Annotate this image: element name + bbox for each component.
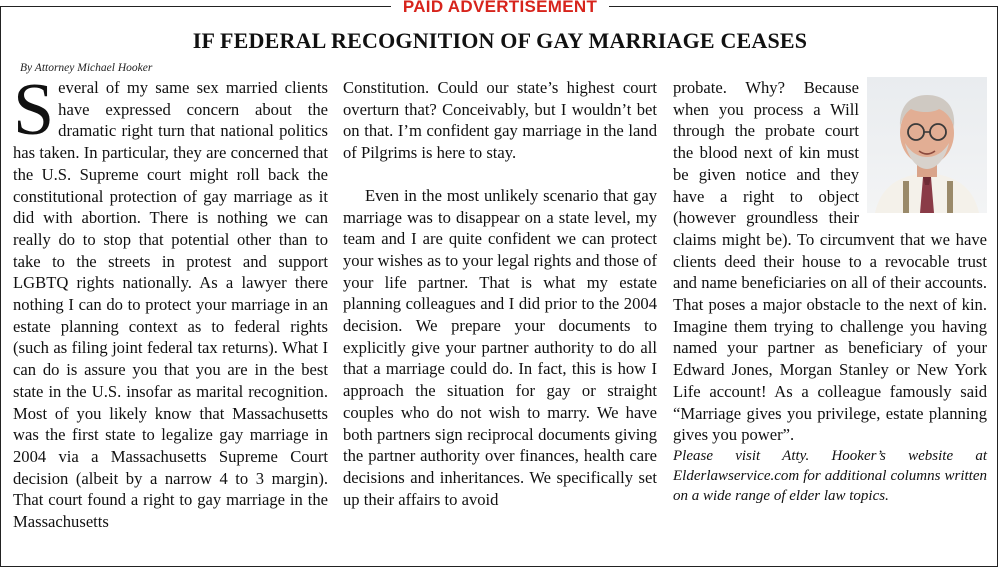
column-1-paragraph [13,69,328,533]
paragraph-gap [343,164,657,185]
column-1 [13,69,328,533]
column-1-text: everal of my same sex married clients have expressed concern about the dramatic right turn that national politics has taken. In particular, they are concerned that the U.S. Supreme court might roll back the constitutional protection of gay marriage as it did with abortion. There is nothing we can really do to stop that potential other than to take to the streets in protest and support LGBTQ rights nationally. As a lawyer there nothing I can do to protect your marriage in an estate planning context as to federal rights (such as filing joint federal tax returns). What I can do is assure you that you are in the best state in the U.S. insofar as marital recognition. Most of you likely know that Massachusetts was the first state to legalize gay marriage in 2004 via a Massachusetts Supreme Court decision (albeit by a narrow 4 to 3 margin). That court found a right to gay marriage in the Massachusetts [13,78,328,532]
byline: By Attorney Michael Hooker [20,62,153,74]
column-2-paragraph-1: Constitution. Could our state’s highest court overturn that? Conceivably, but I wouldn’t bet on that. I’m confident gay marriage in the land of Pilgrims is here to stay. [343,78,657,163]
column-3-paragraph: probate. Why? Because when you process a Will through the probate court the blood next of kin must be given notice and they have a right to object (however groundless their claims might be). To circumvent that we have clients deed their house to a revocable trust and name beneficiaries on all of their accounts. That poses a major obstacle to the next of kin. Imagine them trying to challenge you having named your partner as beneficiary of your Edward Jones, Morgan Stanley or New York Life account! As a colleague famously said “Marriage gives you privilege, estate planning gives you power”. [673,78,987,445]
ad-banner [0,0,1000,17]
portrait-drawing [867,77,987,213]
website-note: Please visit Atty. Hooker’s website at Elderlawservice.com for additional columns written on a wide range of elder law topics. [673,447,987,504]
drop-cap: S [13,69,55,151]
paid-advertisement-label: PAID ADVERTISEMENT [391,0,609,16]
column-2 [343,77,657,510]
headline: IF FEDERAL RECOGNITION OF GAY MARRIAGE CEASES [192,28,808,53]
column-3 [673,77,987,506]
author-portrait-icon [867,77,987,213]
column-2-paragraph-2: Even in the most unlikely scenario that gay marriage was to disappear on a state level, my team and I are quite confident we can protect your wishes as to your legal rights and those of your life partner. That is what my estate planning colleagues and I did prior to the 2004 decision. We prepare your documents to explicitly give your partner authority to do all that a marriage could do. In fact, this is how I approach the situation for gay or straight couples who do not wish to marry. We have both partners sign reciprocal documents giving the partner authority over finances, health care decisions and inheritances. We specifically set up their affairs to avoid [343,185,657,509]
